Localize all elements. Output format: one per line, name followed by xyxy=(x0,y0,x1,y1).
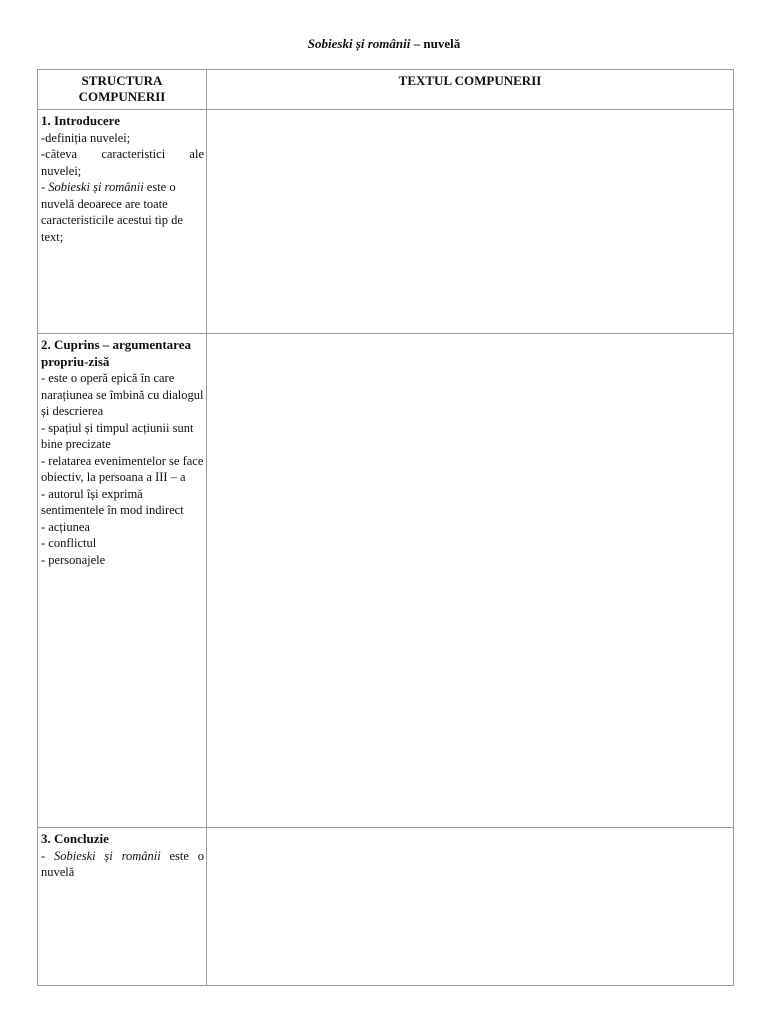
structure-line-mixed xyxy=(41,179,204,245)
text-cell-1[interactable] xyxy=(207,110,734,334)
section-heading: 1. Introducere xyxy=(41,113,120,128)
text-cell-3[interactable] xyxy=(207,828,734,986)
structure-line-mixed xyxy=(41,848,204,881)
work-title-italic: Sobieski și românii xyxy=(48,180,144,194)
structure-cell-2 xyxy=(38,334,207,828)
composition-table xyxy=(37,69,734,986)
title-italic: Sobieski și românii xyxy=(307,36,411,51)
structure-line: -definiția nuvelei; xyxy=(41,130,131,145)
document-title xyxy=(0,36,768,52)
structure-line: - personajele xyxy=(41,552,106,567)
text-cell-2[interactable] xyxy=(207,334,734,828)
header-row xyxy=(38,70,734,110)
structure-line: - este o operă epică în care narațiunea se îmbină cu dialogul și descrierea xyxy=(41,371,204,418)
structure-cell-3 xyxy=(38,828,207,986)
line-rest: este o nuvelă xyxy=(41,848,204,879)
structure-line: - autorul își exprimă sentimentele în mod indirect xyxy=(41,486,184,517)
row-introducere xyxy=(38,110,734,334)
section-heading: 3. Concluzie xyxy=(41,831,109,846)
line-prefix: - xyxy=(41,848,54,863)
structure-line: - spațiul și timpul acțiunii sunt bine precizate xyxy=(41,420,194,451)
line-rest: este o nuvelă deoarece are toate caracteristicile acestui tip de text; xyxy=(41,180,183,244)
header-structure: STRUCTURA COMPUNERII xyxy=(38,70,207,110)
structure-line: - relatarea evenimentelor se face obiectiv, la persoana a III – a xyxy=(41,453,204,484)
structure-cell-1 xyxy=(38,110,207,334)
structure-line: -câteva caracteristici ale nuvelei; xyxy=(41,147,204,178)
work-title-italic: Sobieski și românii xyxy=(53,848,161,863)
line-prefix: - xyxy=(41,180,49,194)
row-cuprins xyxy=(38,334,734,828)
section-heading: 2. Cuprins – argumentarea propriu-zisă xyxy=(41,337,191,369)
title-rest: – nuvelă xyxy=(410,36,461,51)
row-concluzie xyxy=(38,828,734,986)
structure-line: - conflictul xyxy=(41,536,97,550)
structure-line: - acțiunea xyxy=(41,519,90,534)
header-text: TEXTUL COMPUNERII xyxy=(207,70,734,110)
